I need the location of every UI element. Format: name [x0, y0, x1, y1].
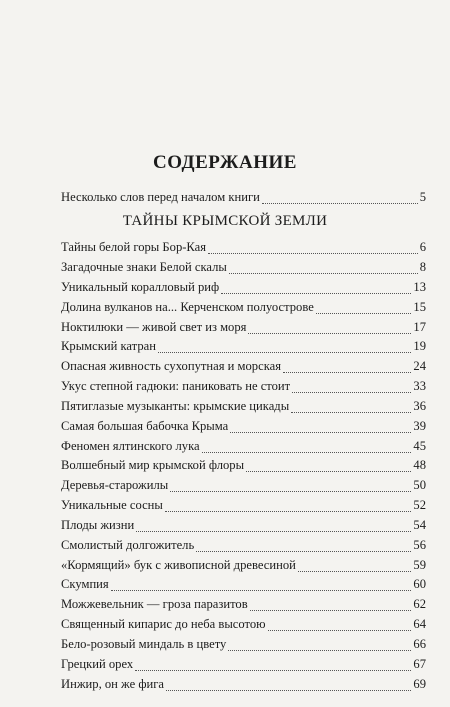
toc-entry-label: Укус степной гадюки: паниковать не стоит [61, 379, 291, 393]
toc-entry-page: 13 [413, 280, 426, 294]
toc-entry[interactable] [61, 439, 426, 457]
toc-entry-page: 54 [413, 518, 426, 532]
toc-entry[interactable] [61, 260, 426, 278]
toc-entry-page: 52 [413, 498, 426, 512]
dot-leader [208, 252, 418, 254]
toc-entry-page: 69 [413, 677, 426, 691]
toc-entry[interactable] [61, 617, 426, 635]
toc-entry[interactable] [61, 538, 426, 556]
toc-entry[interactable] [61, 657, 426, 675]
page-title: СОДЕРЖАНИЕ [153, 152, 297, 173]
toc-entry[interactable] [61, 597, 426, 615]
dot-leader [136, 530, 411, 532]
toc-entry-label: Феномен ялтинского лука [61, 439, 200, 453]
toc-entry-label: Несколько слов перед началом книги [61, 190, 260, 204]
toc-entry-page: 8 [419, 260, 426, 274]
dot-leader [246, 470, 411, 472]
toc-entry-page: 19 [413, 339, 426, 353]
toc-entry-label: Грецкий орех [61, 657, 134, 671]
toc-entry-label: Инжир, он же фига [61, 677, 164, 691]
toc-entry[interactable] [61, 498, 426, 516]
toc-entry-page: 67 [413, 657, 426, 671]
toc-entry[interactable] [61, 518, 426, 536]
dot-leader [166, 689, 411, 691]
dot-leader [292, 391, 411, 393]
dot-leader [283, 371, 411, 373]
toc-entry[interactable] [61, 320, 426, 338]
toc-entry[interactable] [61, 637, 426, 655]
toc-entry-page: 66 [413, 637, 426, 651]
show-through-text [0, 0, 450, 160]
toc-entry-page: 62 [413, 597, 426, 611]
toc-entry-label: Плоды жизни [61, 518, 135, 532]
dot-leader [158, 351, 411, 353]
toc-entry-label: Самая большая бабочка Крыма [61, 419, 229, 433]
toc-entry-label: Опасная живность сухопутная и морская [61, 359, 282, 373]
dot-leader [291, 411, 411, 413]
toc-entry-page: 33 [413, 379, 426, 393]
toc-entry-label: Крымский катран [61, 339, 156, 353]
toc-entry-page: 15 [413, 300, 426, 314]
dot-leader [202, 451, 412, 453]
toc-entry[interactable] [61, 280, 426, 298]
toc-entry[interactable] [61, 577, 426, 595]
toc-entry-label: Уникальные сосны [61, 498, 163, 512]
toc-entry-page: 59 [413, 558, 426, 572]
toc-entry-label: Деревья-старожилы [61, 478, 169, 492]
toc-entry-page: 48 [413, 458, 426, 472]
dot-leader [262, 202, 418, 204]
dot-leader [196, 550, 411, 552]
toc-entry-page: 6 [419, 240, 426, 254]
dot-leader [316, 312, 412, 314]
dot-leader [229, 272, 418, 274]
toc-entry-label: Тайны белой горы Бор-Кая [61, 240, 207, 254]
toc-entry-page: 17 [413, 320, 426, 334]
toc-entry[interactable] [61, 379, 426, 397]
dot-leader [221, 292, 411, 294]
toc-entry[interactable] [61, 359, 426, 377]
toc-entry-label: Пятиглазые музыканты: крымские цикады [61, 399, 290, 413]
dot-leader [228, 649, 411, 651]
toc-entry-label: Смолистый долгожитель [61, 538, 195, 552]
toc-entry-label: Ноктилюки — живой свет из моря [61, 320, 247, 334]
toc-entry[interactable] [61, 458, 426, 476]
toc-entry[interactable] [61, 419, 426, 437]
toc-entry[interactable] [61, 558, 426, 576]
dot-leader [250, 609, 412, 611]
toc-entry[interactable] [61, 677, 426, 695]
dot-leader [298, 570, 412, 572]
toc-entry[interactable] [61, 300, 426, 318]
toc-entry-label: Скумпия [61, 577, 109, 591]
toc-entry-label: «Кормящий» бук с живописной древесиной [61, 558, 296, 572]
toc-entry-page: 50 [413, 478, 426, 492]
toc-entry[interactable] [61, 399, 426, 417]
dot-leader [268, 629, 412, 631]
toc-entry-label: Уникальный коралловый риф [61, 280, 220, 294]
toc-entry-label: Волшебный мир крымской флоры [61, 458, 245, 472]
toc-entry-label: Бело-розовый миндаль в цвету [61, 637, 227, 651]
section-title: ТАЙНЫ КРЫМСКОЙ ЗЕМЛИ [122, 213, 328, 229]
dot-leader [111, 589, 412, 591]
dot-leader [165, 510, 412, 512]
dot-leader [135, 669, 411, 671]
toc-entry-page: 64 [413, 617, 426, 631]
toc-entry[interactable] [61, 478, 426, 496]
dot-leader [170, 490, 411, 492]
toc-entry-page: 39 [413, 419, 426, 433]
toc-entry-page: 60 [413, 577, 426, 591]
toc-entry-page: 45 [413, 439, 426, 453]
toc-entry-page: 56 [413, 538, 426, 552]
toc-entry-label: Долина вулканов на... Керченском полуострове [61, 300, 314, 314]
toc-entry[interactable] [61, 339, 426, 357]
toc-entry-page: 5 [419, 190, 426, 204]
toc-entry-label: Священный кипарис до неба высотою [61, 617, 266, 631]
dot-leader [248, 332, 411, 334]
toc-entry-label: Можжевельник — гроза паразитов [61, 597, 248, 611]
toc-entry-label: Загадочные знаки Белой скалы [61, 260, 227, 274]
dot-leader [230, 431, 411, 433]
toc-entry-page: 36 [413, 399, 426, 413]
toc-entry-page: 24 [413, 359, 426, 373]
toc-entry-intro[interactable] [61, 190, 426, 208]
toc-entry[interactable] [61, 240, 426, 258]
